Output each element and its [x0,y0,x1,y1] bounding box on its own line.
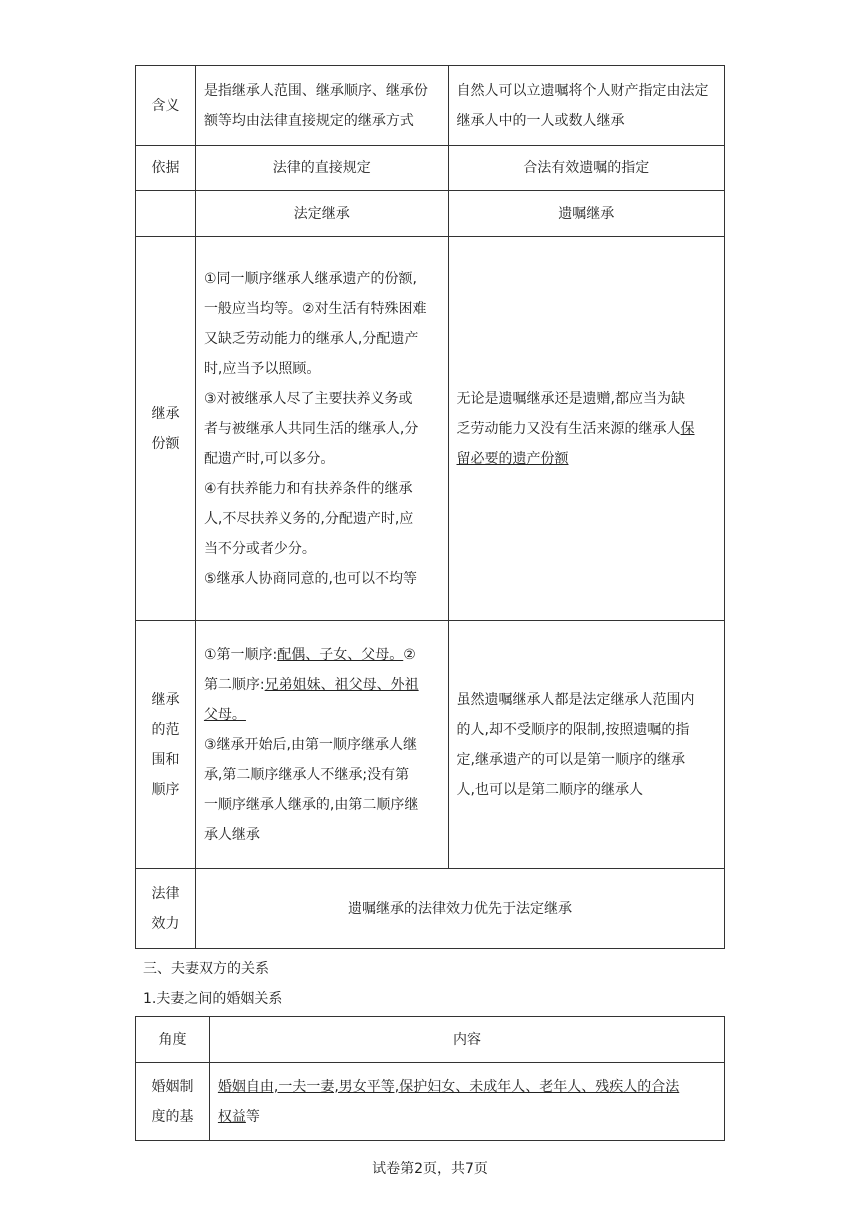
legal-share: ①同一顺序继承人继承遗产的份额, 一般应当均等。②对生活有特殊困难 又缺乏劳动能力的继承人,分配遗产 时,应当予以照顾。 ③对被继承人尽了主要扶养义务或 者与被继承人共同生活的继承人,分 配遗产时,可以多分。 ④有扶养能力和有扶养条件的继承 人,不尽扶养义务的,分配遗产时,应 当不分或者少分。 ⑤继承人协商同意的,也可以不均等 [195,237,448,621]
legal-meaning: 是指继承人范围、继承顺序、继承份额等均由法律直接规定的继承方式 [195,66,448,146]
row-order [136,621,725,869]
marriage-basis-content: 婚姻自由,一夫一妻,男女平等,保护妇女、未成年人、老年人、残疾人的合法 权益等 [209,1063,724,1141]
will-basis: 合法有效遗嘱的指定 [448,146,725,191]
legal-basis: 法律的直接规定 [195,146,448,191]
row-basis [136,146,725,191]
marriage-relation-table [135,1016,725,1141]
header-will-inheritance: 遗嘱继承 [448,191,725,237]
will-share: 无论是遗嘱继承还是遗赠,都应当为缺 乏劳动能力又没有生活来源的继承人保 留必要的遗产份额 [448,237,725,621]
row-effect [136,869,725,949]
row-meaning [136,66,725,146]
row-share [136,237,725,621]
inheritance-comparison-table [135,65,725,949]
label-meaning: 含义 [136,66,196,146]
label-marriage-basis: 婚姻制 度的基 [136,1063,210,1141]
header-legal-inheritance: 法定继承 [195,191,448,237]
label-share: 继承 份额 [136,237,196,621]
will-order: 虽然遗嘱继承人都是法定继承人范围内 的人,却不受顺序的限制,按照遗嘱的指 定,继承遗产的可以是第一顺序的继承 人,也可以是第二顺序的继承人 [448,621,725,869]
section-heading-3-1: 1.夫妻之间的婚姻关系 [143,991,283,1007]
label-order: 继承 的范 围和 顺序 [136,621,196,869]
label-effect: 法律 效力 [136,869,196,949]
row-type-header [136,191,725,237]
legal-order: ①第一顺序:配偶、子女、父母。② 第二顺序:兄弟姐妹、祖父母、外祖 父母。 ③继承开始后,由第一顺序继承人继 承,第二顺序继承人不继承;没有第 一顺序继承人继承的,由第二顺序继 承人继承 [195,621,448,869]
label-blank [136,191,196,237]
header-angle: 角度 [136,1017,210,1063]
label-basis: 依据 [136,146,196,191]
page-footer: 试卷第2页，共7页 [372,1161,488,1177]
will-meaning: 自然人可以立遗嘱将个人财产指定由法定继承人中的一人或数人继承 [448,66,725,146]
table2-header-row [136,1017,725,1063]
table2-row-marriage-basis [136,1063,725,1141]
section-heading-3: 三、夫妻双方的关系 [143,961,269,977]
effect-content: 遗嘱继承的法律效力优先于法定继承 [195,869,724,949]
header-content: 内容 [209,1017,724,1063]
